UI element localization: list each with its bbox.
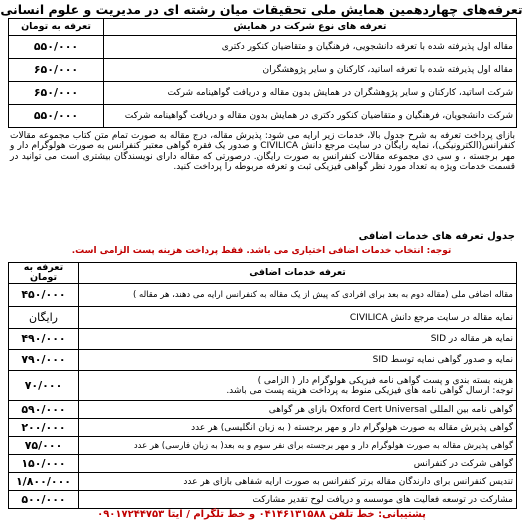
row-description — [79, 371, 517, 401]
row-fee: ۵۵۰/۰۰۰ — [9, 105, 104, 128]
row-description: مقاله اول پذیرفته شده با تعرفه دانشجویی، فرهنگیان و متقاضیان کنکور دکتری — [104, 36, 517, 59]
row-description: نمایه مقاله در سایت مرجع دانش CIVILICA — [79, 307, 517, 329]
header-type: تعرفه های نوع شرکت در همایش — [104, 19, 517, 36]
row-description: نمایه و صدور گواهی نمایه توسط SID — [79, 350, 517, 371]
header-fee: تعرفه به تومان — [9, 263, 79, 284]
page-title: تعرفه‌های چهاردهمین همایش ملی تحقیقات میان رشته ای در مدیریت و علوم انسانی — [0, 2, 523, 17]
services-section-title: جدول تعرفه های خدمات اضافی — [358, 231, 515, 242]
row-fee: ۱۵۰/۰۰۰ — [9, 455, 79, 473]
row-fee: ۴۵۰/۰۰۰ — [9, 284, 79, 307]
row-description-note: توجه: ارسال گواهی نامه های فیزیکی منوط به پرداخت هزینه پست می باشد. — [226, 385, 513, 396]
table-row — [9, 105, 517, 128]
table-header-row — [9, 19, 517, 36]
row-description: گواهی نامه بین المللی Oxford Cert Universal بازای هر گواهی — [79, 401, 517, 419]
table-row — [9, 491, 517, 509]
table-row — [9, 437, 517, 455]
table-row — [9, 59, 517, 82]
row-description: شرکت دانشجویان، فرهنگیان و متقاضیان کنکور دکتری در همایش بدون مقاله و دریافت گواهینامه شرکت — [104, 105, 517, 128]
table-row — [9, 419, 517, 437]
row-fee: ۴۹۰/۰۰۰ — [9, 329, 79, 350]
row-description: گواهی شرکت در کنفرانس — [79, 455, 517, 473]
services-paragraph: بازای پرداخت تعرفه به شرح جدول بالا، خدمات زیر ارایه می شود: پذیرش مقاله، درج مقاله به صورت تمام متن کتاب مجموعه مقالات کنفرانس(الکترونیکی)، نمایه رایگان در سایت مرجع دانش CIVILICA و صدور یک فقره گواهی معتبر کنفرانس به صورت هولوگرام دار و مهر برجسته ، و سی دی مجموعه مقالات کنفرانس به صورت رایگان. درصورتی که مقاله دارای نویسندگان بیشتری است می توانید در قسمت خدمات ویژه به تعداد مورد نظر گواهی فیزیکی ثبت و تعرفه مربوطه را پرداخت کنید. — [10, 131, 515, 172]
table-row — [9, 284, 517, 307]
additional-services-table — [8, 262, 517, 509]
table-row — [9, 350, 517, 371]
row-fee: ۵۹۰/۰۰۰ — [9, 401, 79, 419]
row-fee: رایگان — [9, 307, 79, 329]
row-description: نمایه هر مقاله در SID — [79, 329, 517, 350]
row-description-line: هزینه بسته بندی و پست گواهی نامه فیزیکی هولوگرام دار ( الزامی ) — [257, 375, 513, 386]
row-description: تندیس کنفرانس برای دارندگان مقاله برتر کنفرانس به صورت ارایه شفاهی بازای هر عدد — [79, 473, 517, 491]
row-fee: ۷۰/۰۰۰ — [9, 371, 79, 401]
table-row — [9, 329, 517, 350]
header-type: تعرفه خدمات اضافی — [79, 263, 517, 284]
row-fee: ۵۵۰/۰۰۰ — [9, 36, 104, 59]
table-row — [9, 307, 517, 329]
row-fee: ۷۹۰/۰۰۰ — [9, 350, 79, 371]
row-fee: ۶۵۰/۰۰۰ — [9, 59, 104, 82]
row-description: شرکت اساتید، کارکنان و سایر پژوهشگران در همایش بدون مقاله و دریافت گواهینامه شرکت — [104, 82, 517, 105]
row-description: مشارکت در توسعه فعالیت های موسسه و دریافت لوح تقدیر مشارکت — [79, 491, 517, 509]
row-description: مقاله اول پذیرفته شده با تعرفه اساتید، کارکنان و سایر پژوهشگران — [104, 59, 517, 82]
support-contact: پشتیبانی: خط تلفن ۰۴۱۴۶۱۳۱۵۸۸ و خط تلگرام / ایتا ۰۹۰۱۷۲۴۴۷۵۳ — [97, 509, 426, 520]
row-fee: ۵۰۰/۰۰۰ — [9, 491, 79, 509]
row-fee: ۷۵/۰۰۰ — [9, 437, 79, 455]
table-row — [9, 371, 517, 401]
row-fee: ۲۰۰/۰۰۰ — [9, 419, 79, 437]
row-description: مقاله اضافی ملی (مقاله دوم به بعد برای افرادی که پیش از یک مقاله به کنفرانس ارایه می دهند، هر مقاله ) — [79, 284, 517, 307]
table-row — [9, 36, 517, 59]
participation-fees-table — [8, 18, 517, 128]
table-row — [9, 473, 517, 491]
row-description: گواهی پذیرش مقاله به صورت هولوگرام دار و مهر برجسته برای نفر سوم و به بعد( به زبان فارسی) هر عدد — [79, 437, 517, 455]
table-header-row — [9, 263, 517, 284]
services-note: توجه: انتخاب خدمات اضافی اختیاری می باشد. فقط پرداخت هزینه پست الزامی است. — [71, 246, 452, 256]
table-row — [9, 401, 517, 419]
row-description: گواهی پذیرش مقاله به صورت هولوگرام دار و مهر برجسته ( به زبان انگلیسی) هر عدد — [79, 419, 517, 437]
row-fee: ۶۵۰/۰۰۰ — [9, 82, 104, 105]
table-row — [9, 82, 517, 105]
table-row — [9, 455, 517, 473]
header-fee: تعرفه به تومان — [9, 19, 104, 36]
row-fee: ۱/۸۰۰/۰۰۰ — [9, 473, 79, 491]
